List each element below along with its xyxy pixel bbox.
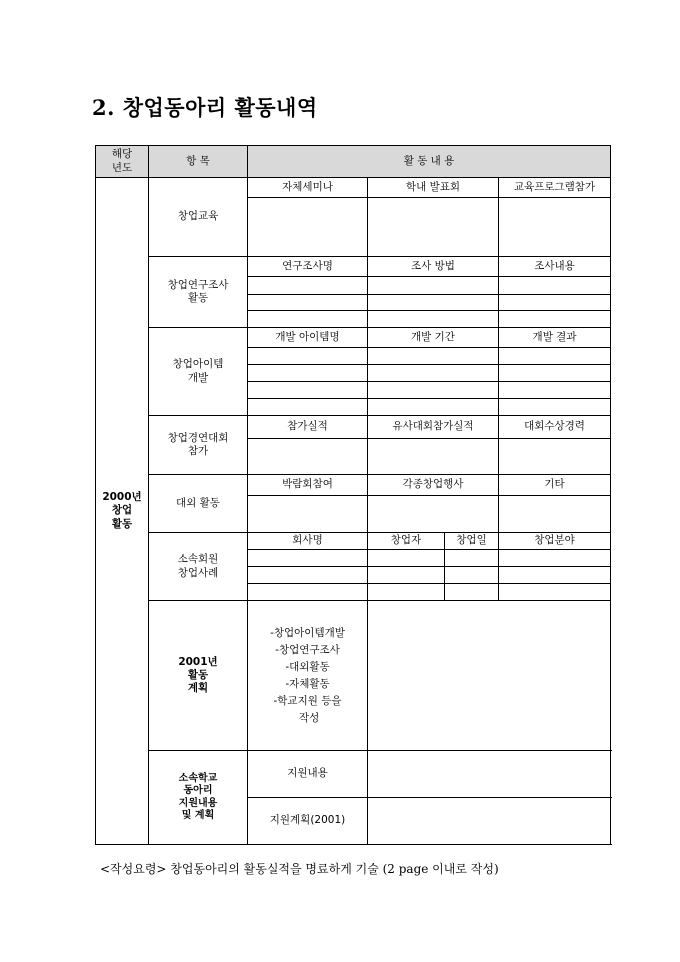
external-col-etc: 기타 <box>499 475 611 496</box>
edu-col-seminar: 자체세미나 <box>248 178 368 198</box>
external-input-events[interactable] <box>368 496 499 533</box>
contest-col-record: 참가실적 <box>248 416 368 439</box>
contest-input-awards[interactable] <box>499 439 611 475</box>
contest-col-similar: 유사대회참가실적 <box>368 416 499 439</box>
itemdev-row-cell[interactable] <box>248 399 368 416</box>
research-row-cell[interactable] <box>368 295 499 311</box>
support-plan-label: 지원계획(2001) <box>248 798 368 845</box>
itemdev-row-cell[interactable] <box>499 382 611 399</box>
research-row-cell[interactable] <box>248 277 368 295</box>
external-input-etc[interactable] <box>499 496 611 533</box>
support-content-label: 지원내용 <box>248 751 368 798</box>
itemdev-row-cell[interactable] <box>368 348 499 365</box>
members-col-date: 창업일 <box>445 533 499 550</box>
year-2001-cell: 2001년 활동 계획 <box>149 601 248 751</box>
header-content: 활 동 내 용 <box>248 146 611 178</box>
year-2000-cell: 2000년 창업 활동 <box>96 178 149 845</box>
research-row-cell[interactable] <box>499 295 611 311</box>
external-col-expo: 박람회참여 <box>248 475 368 496</box>
plan-item: -창업아이템개발 <box>270 626 345 639</box>
edu-col-presentation: 학내 발표회 <box>368 178 499 198</box>
itemdev-row-cell[interactable] <box>248 348 368 365</box>
members-row-cell[interactable] <box>499 567 611 584</box>
research-row-cell[interactable] <box>499 311 611 328</box>
members-col-field: 창업분야 <box>499 533 611 550</box>
members-row-cell[interactable] <box>368 550 445 567</box>
contest-input-similar[interactable] <box>368 439 499 475</box>
members-row-cell[interactable] <box>445 584 499 601</box>
members-row-cell[interactable] <box>368 567 445 584</box>
edu-input-seminar[interactable] <box>248 198 368 257</box>
category-research: 창업연구조사 활동 <box>149 257 248 328</box>
external-input-expo[interactable] <box>248 496 368 533</box>
writing-guideline: <작성요령> 창업동아리의 활동실적을 명료하게 기술 (2 page 이내로 작성) <box>100 862 499 876</box>
itemdev-row-cell[interactable] <box>499 348 611 365</box>
itemdev-row-cell[interactable] <box>499 399 611 416</box>
plan-items <box>248 601 368 751</box>
header-item: 항 목 <box>149 146 248 178</box>
members-row-cell[interactable] <box>248 584 368 601</box>
support-cell: 소속학교 동아리 지원내용 및 계획 <box>149 751 248 845</box>
plan-item: -창업연구조사 <box>275 643 340 656</box>
itemdev-row-cell[interactable] <box>368 382 499 399</box>
members-col-company: 회사명 <box>248 533 368 550</box>
research-col-method: 조사 방법 <box>368 257 499 277</box>
page-title: 2. 창업동아리 활동내역 <box>92 95 318 120</box>
category-members: 소속회원 창업사례 <box>149 533 248 601</box>
edu-input-program[interactable] <box>499 198 611 257</box>
research-col-content: 조사내용 <box>499 257 611 277</box>
members-row-cell[interactable] <box>248 567 368 584</box>
support-plan-input[interactable] <box>368 798 611 845</box>
plan-item: -학교지원 등을 <box>273 694 342 707</box>
members-row-cell[interactable] <box>499 550 611 567</box>
support-content-input[interactable] <box>368 751 611 798</box>
research-row-cell[interactable] <box>248 311 368 328</box>
members-col-founder: 창업자 <box>368 533 445 550</box>
header-year: 해당 년도 <box>96 146 149 178</box>
members-row-cell[interactable] <box>445 550 499 567</box>
category-item-dev: 창업아이템 개발 <box>149 328 248 416</box>
plan-content-input[interactable] <box>368 601 611 751</box>
itemdev-col-period: 개발 기간 <box>368 328 499 348</box>
members-row-cell[interactable] <box>499 584 611 601</box>
itemdev-row-cell[interactable] <box>248 382 368 399</box>
research-row-cell[interactable] <box>368 277 499 295</box>
research-col-name: 연구조사명 <box>248 257 368 277</box>
category-education: 창업교육 <box>149 178 248 257</box>
research-row-cell[interactable] <box>248 295 368 311</box>
itemdev-col-result: 개발 결과 <box>499 328 611 348</box>
category-contest: 창업경연대회 참가 <box>149 416 248 475</box>
external-col-events: 각종창업행사 <box>368 475 499 496</box>
category-external: 대외 활동 <box>149 475 248 533</box>
plan-item: 작성 <box>295 711 320 724</box>
members-row-cell[interactable] <box>445 567 499 584</box>
itemdev-row-cell[interactable] <box>368 399 499 416</box>
research-row-cell[interactable] <box>368 311 499 328</box>
itemdev-col-name: 개발 아이템명 <box>248 328 368 348</box>
edu-input-presentation[interactable] <box>368 198 499 257</box>
research-row-cell[interactable] <box>499 277 611 295</box>
members-row-cell[interactable] <box>368 584 445 601</box>
plan-item: -대외활동 <box>285 660 330 673</box>
activity-table <box>95 145 611 845</box>
itemdev-row-cell[interactable] <box>499 365 611 382</box>
edu-col-program: 교육프로그램참가 <box>499 178 611 198</box>
contest-input-record[interactable] <box>248 439 368 475</box>
members-row-cell[interactable] <box>248 550 368 567</box>
plan-item: -자체활동 <box>285 677 330 690</box>
itemdev-row-cell[interactable] <box>248 365 368 382</box>
itemdev-row-cell[interactable] <box>368 365 499 382</box>
contest-col-awards: 대회수상경력 <box>499 416 611 439</box>
